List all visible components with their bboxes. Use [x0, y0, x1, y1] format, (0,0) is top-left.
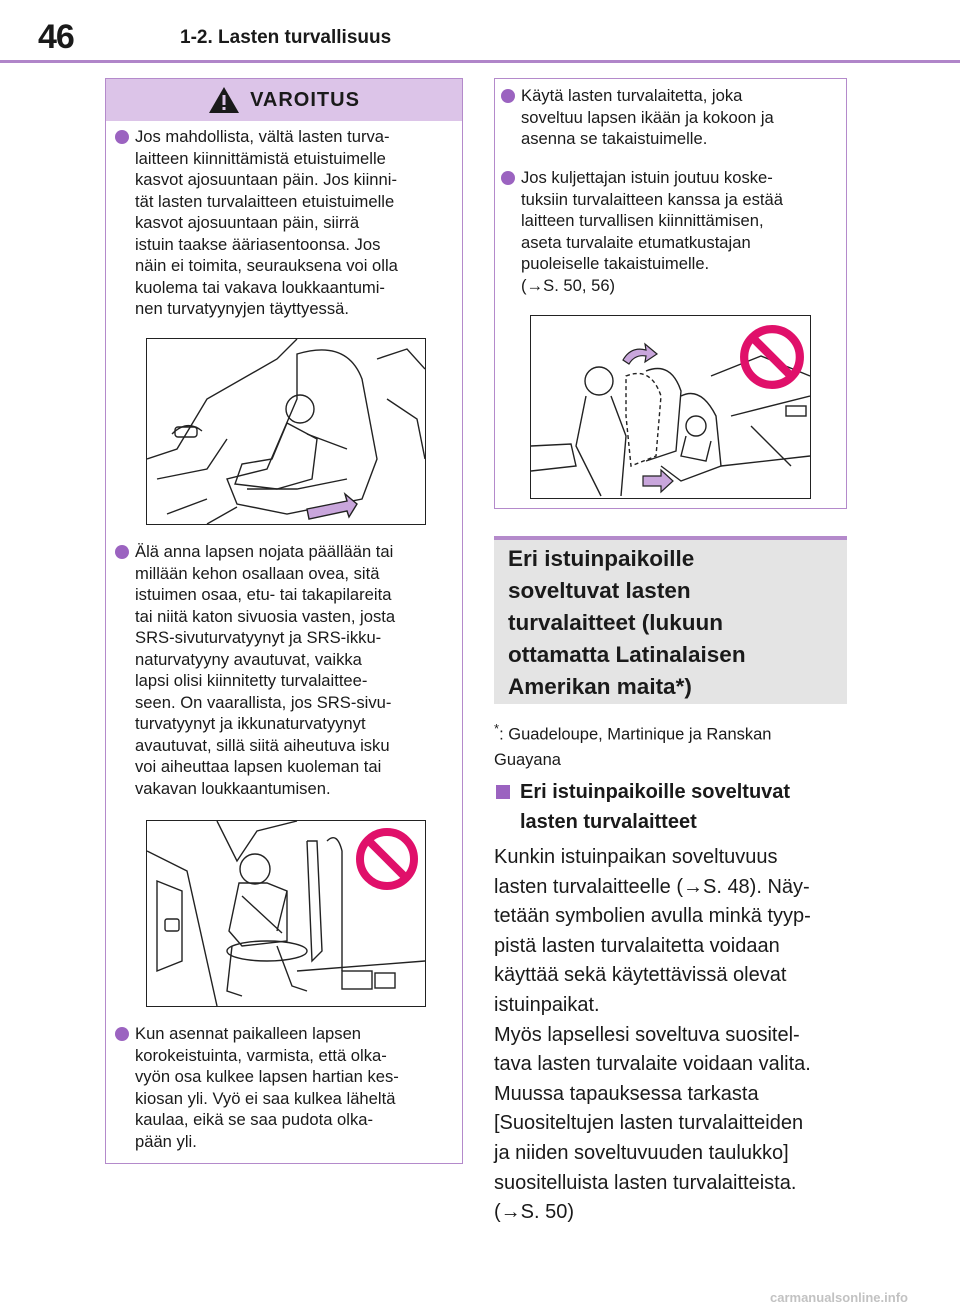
warning-bullet-3	[115, 1023, 460, 1152]
header-rule	[0, 60, 960, 63]
right-bullet-text: Jos kuljettajan istuin joutuu koske- tuksiin turvalaitteen kanssa ja estää laitteen turvallisen kiinnittämisen, aseta turvalaite etumatkustajan puoleiselle takaistuimelle. (→S. 50, 56)	[521, 168, 783, 295]
page-number: 46	[38, 18, 74, 56]
driver-seat-illustration	[530, 315, 811, 499]
warning-title: VAROITUS	[250, 88, 360, 111]
warning-bullet-2	[115, 541, 460, 799]
bullet-dot-icon	[115, 545, 129, 559]
right-bullet-2	[501, 167, 841, 296]
subheading	[494, 777, 790, 837]
right-bullet-text: Käytä lasten turvalaitetta, joka soveltuu lapsen ikään ja kokoon ja asenna se takaistuimelle.	[521, 86, 774, 148]
prohibition-icon	[355, 827, 419, 891]
warning-bullet-1	[115, 126, 460, 320]
warning-header	[106, 79, 462, 121]
subheading-text: Eri istuinpaikoille soveltuvat lasten turvalaitteet	[520, 781, 791, 833]
watermark: carmanualsonline.info	[770, 1290, 908, 1305]
bullet-dot-icon	[115, 1027, 129, 1041]
warning-bullet-text: Kun asennat paikalleen lapsen korokeistuinta, varmista, että olka- vyön osa kulkee lapsen hartian kes- kiosan yli. Vyö ei saa kulkea läheltä kaulaa, eikä se saa pudota olka- pään yli.	[135, 1024, 399, 1151]
child-seat-illustration	[146, 338, 426, 525]
warning-triangle-icon	[208, 86, 240, 114]
footnote-text: : Guadeloupe, Martinique ja Ranskan Guayana	[494, 725, 772, 769]
body-text: Kunkin istuinpaikan soveltuvuus lasten turvalaitteelle (→S. 48). Näy- tetään symbolien avulla minkä tyyp- pistä lasten turvalaitetta voidaan käyttää sekä käytettävissä olevat istuinpaikat. Myös lapsellesi soveltuva suositel- tava lasten turvalaite voidaan valita. Muussa tapauksessa tarkasta [Suositeltujen lasten turvalaitteiden ja niiden soveltuvuuden taulukko] suositelluista lasten turvalaitteista. (→S. 50)	[494, 846, 811, 1224]
square-bullet-icon	[496, 785, 510, 799]
child-seat-drawing	[147, 339, 425, 524]
heading-box	[494, 536, 847, 704]
section-title: 1-2. Lasten turvallisuus	[180, 27, 392, 48]
footnote-marker: *	[494, 721, 500, 736]
booster-seat-illustration	[146, 820, 426, 1007]
heading-text: Eri istuinpaikoille soveltuvat lasten turvalaitteet (lukuun ottamatta Latinalaisen Amerikan maita*)	[508, 546, 746, 699]
right-bullet-1	[501, 85, 841, 150]
bullet-dot-icon	[501, 89, 515, 103]
prohibition-icon	[739, 324, 805, 390]
bullet-dot-icon	[501, 171, 515, 185]
bullet-dot-icon	[115, 130, 129, 144]
warning-bullet-text: Jos mahdollista, vältä lasten turva- laitteen kiinnittämistä etuistuimelle kasvot ajosuuntaan päin. Jos kiinni- tät lasten turvalaitteen etuistuimelle kasvot ajosuuntaan päin, siirrä istuin taakse ääriasentoonsa. Jos näin ei toimita, seurauksena voi olla kuolema tai vakava loukkaantumi- nen turvatyynyjen täyttyessä.	[135, 127, 398, 318]
footnote	[494, 716, 771, 773]
warning-bullet-text: Älä anna lapsen nojata päällään tai millään kehon osallaan ovea, sitä istuimen osaa, etu- tai takapilareita tai niitä katon sivuosia vasten, josta SRS-sivuturvatyynyt ja SRS-ikku- naturvatyyny avautuvat, vaikka lapsi olisi kiinnitetty turvalaitteе- seen. On vaarallista, jos SRS-sivu- turvatyynyt ja ikkunaturvatyynyt avautuvat, sillä siitä aiheutuva isku voi aiheuttaa lapsen kuoleman tai vakavan loukkaantumisen.	[135, 542, 396, 798]
